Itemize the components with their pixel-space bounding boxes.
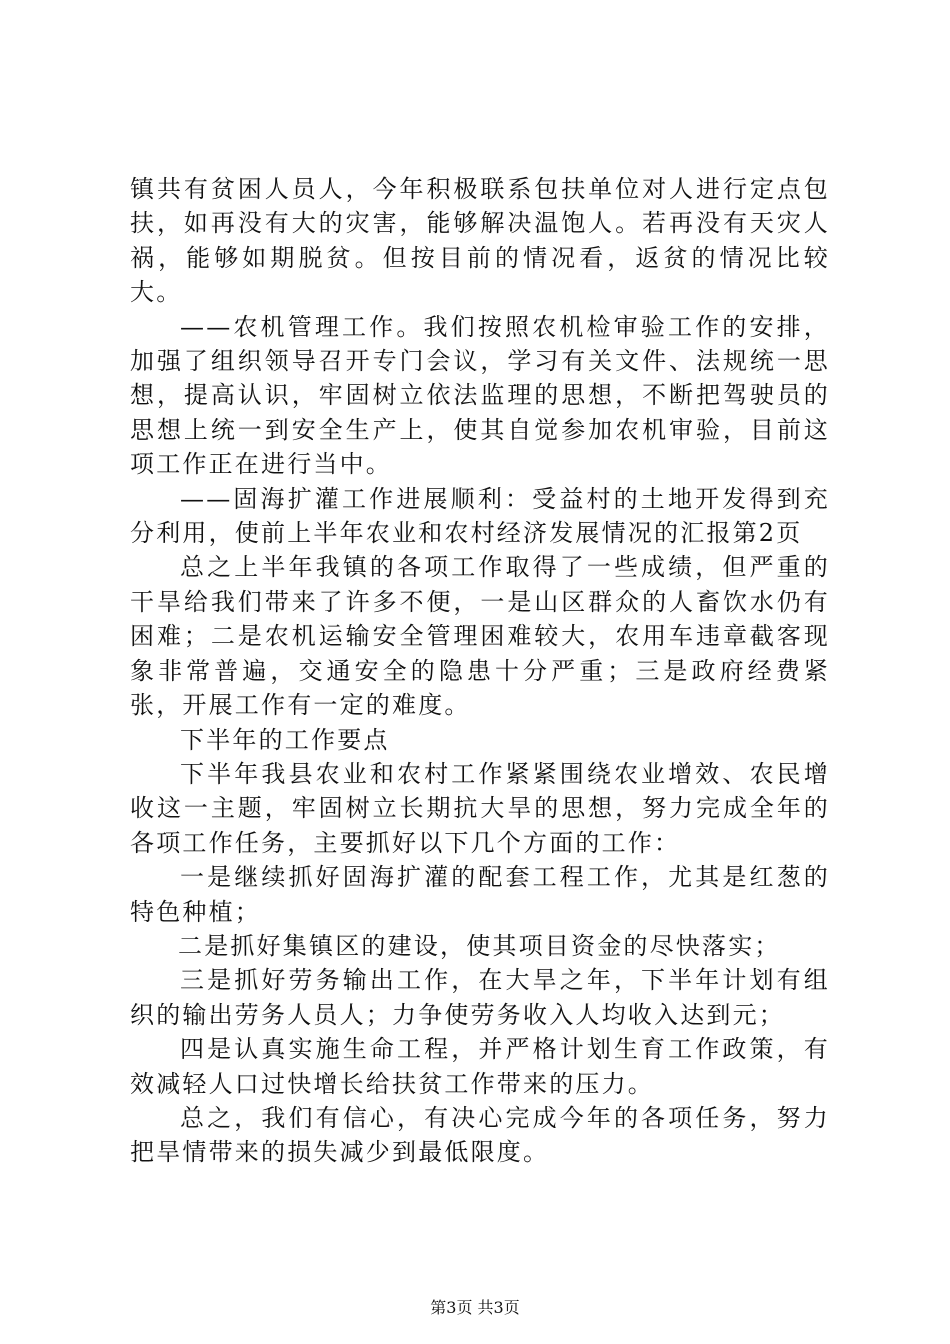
paragraph: 总之上半年我镇的各项工作取得了一些成绩，但严重的干旱给我们带来了许多不便，一是山区群众的人畜饮水仍有困难；二是农机运输安全管理困难较大，农用车违章截客现象非常普遍，交通安全的隐患十分严重；三是政府经费紧张，开展工作有一定的难度。 — [130, 553, 830, 720]
list-item: 一是继续抓好固海扩灌的配套工程工作，尤其是红葱的特色种植； — [130, 863, 830, 926]
list-item: 四是认真实施生命工程，并严格计划生育工作政策，有效减轻人口过快增长给扶贫工作带来的压力。 — [130, 1035, 830, 1098]
section-heading: 下半年的工作要点 — [180, 725, 390, 754]
document-body — [130, 172, 830, 1170]
paragraph: 总之，我们有信心，有决心完成今年的各项任务，努力把旱情带来的损失减少到最低限度。 — [130, 1103, 830, 1167]
list-item: 二是抓好集镇区的建设，使其项目资金的尽快落实； — [178, 931, 781, 960]
paragraph: ——固海扩灌工作进展顺利：受益村的土地开发得到充分利用，使前上半年农业和农村经济发展情况的汇报第2页 — [130, 484, 830, 548]
paragraph: 镇共有贫困人员人，今年积极联系包扶单位对人进行定点包扶，如再没有大的灾害，能够解决温饱人。若再没有天灾人祸，能够如期脱贫。但按目前的情况看，返贫的情况比较大。 — [130, 175, 830, 307]
paragraph: ——农机管理工作。我们按照农机检审验工作的安排，加强了组织领导召开专门会议，学习有关文件、法规统一思想，提高认识，牢固树立依法监理的思想，不断把驾驶员的思想上统一到安全生产上，使其自觉参加农机审验，目前这项工作正在进行当中。 — [130, 312, 830, 479]
page-number: 第3页 共3页 — [430, 1298, 520, 1317]
list-item: 三是抓好劳务输出工作，在大旱之年，下半年计划有组织的输出劳务人员人；力争使劳务收入人均收入达到元； — [130, 966, 830, 1029]
paragraph: 下半年我县农业和农村工作紧紧围绕农业增效、农民增收这一主题，牢固树立长期抗大旱的思想，努力完成全年的各项工作任务，主要抓好以下几个方面的工作： — [130, 759, 830, 857]
